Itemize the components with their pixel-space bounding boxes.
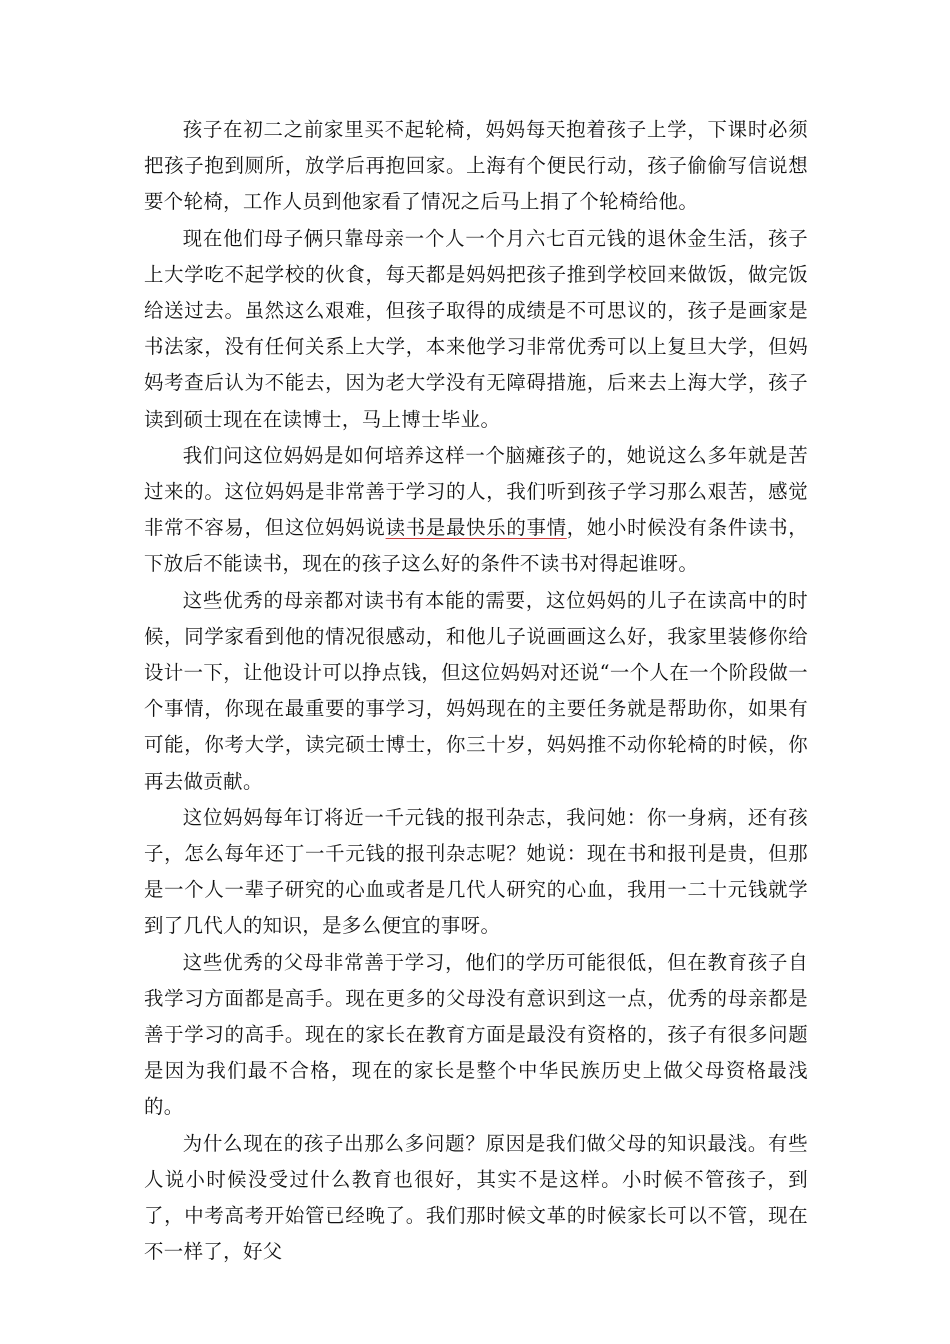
document-body	[144, 112, 808, 1271]
paragraph-7: 为什么现在的孩子出那么多问题？原因是我们做父母的知识最浅。有些人说小时候没受过什么教育也很好，其实不是这样。小时候不管孩子，到了，中考高考开始管已经晚了。我们那时候文革的时候家长可以不管，现在不一样了，好父	[144, 1131, 808, 1264]
paragraph-5: 这位妈妈每年订将近一千元钱的报刊杂志，我问她：你一身病，还有孩子，怎么每年还丁一千元钱的报刊杂志呢？她说：现在书和报刊是贵，但那是一个人一辈子研究的心血或者是几代人研究的心血，我用一二十元钱就学到了几代人的知识，是多么便宜的事呀。	[144, 805, 808, 938]
underlined-phrase: 读书是最快乐的事情	[385, 516, 567, 540]
paragraph-6: 这些优秀的父母非常善于学习，他们的学历可能很低，但在教育孩子自我学习方面都是高手。现在更多的父母没有意识到这一点，优秀的母亲都是善于学习的高手。现在的家长在教育方面是最没有资格的，孩子有很多问题是因为我们最不合格，现在的家长是整个中华民族历史上做父母资格最浅的。	[144, 950, 808, 1119]
paragraph-3-text-after: ，她小时候没有条件读书，下放后不能读书，现在的孩子这么好的条件不读书对得起谁呀。	[144, 516, 808, 576]
paragraph-2: 现在他们母子俩只靠母亲一个人一个月六七百元钱的退休金生活，孩子上大学吃不起学校的伙食，每天都是妈妈把孩子推到学校回来做饭，做完饭给送过去。虽然这么艰难，但孩子取得的成绩是不可思议的，孩子是画家是书法家，没有任何关系上大学，本来他学习非常优秀可以上复旦大学，但妈妈考查后认为不能去，因为老大学没有无障碍措施，后来去上海大学，孩子读到硕士现在在读博士，马上博士毕业。	[144, 226, 808, 431]
paragraph-3-text-before: 我们问这位妈妈是如何培养这样一个脑瘫孩子的，她说这么多年就是苦过来的。这位妈妈是非常善于学习的人，我们听到孩子学习那么艰苦，感觉非常不容易，但这位妈妈说	[144, 443, 808, 540]
paragraph-4: 这些优秀的母亲都对读书有本能的需要，这位妈妈的儿子在读高中的时候，同学家看到他的情况很感动，和他儿子说画画这么好，我家里装修你给设计一下，让他设计可以挣点钱，但这位妈妈对还说“一个人在一个阶段做一个事情，你现在最重要的事学习，妈妈现在的主要任务就是帮助你，如果有可能，你考大学，读完硕士博士，你三十岁，妈妈推不动你轮椅的时候，你再去做贡献。	[144, 588, 808, 793]
paragraph-1: 孩子在初二之前家里买不起轮椅，妈妈每天抱着孩子上学，下课时必须把孩子抱到厕所，放学后再抱回家。上海有个便民行动，孩子偷偷写信说想要个轮椅，工作人员到他家看了情况之后马上捐了个轮椅给他。	[144, 118, 808, 214]
paragraph-3	[144, 438, 808, 583]
